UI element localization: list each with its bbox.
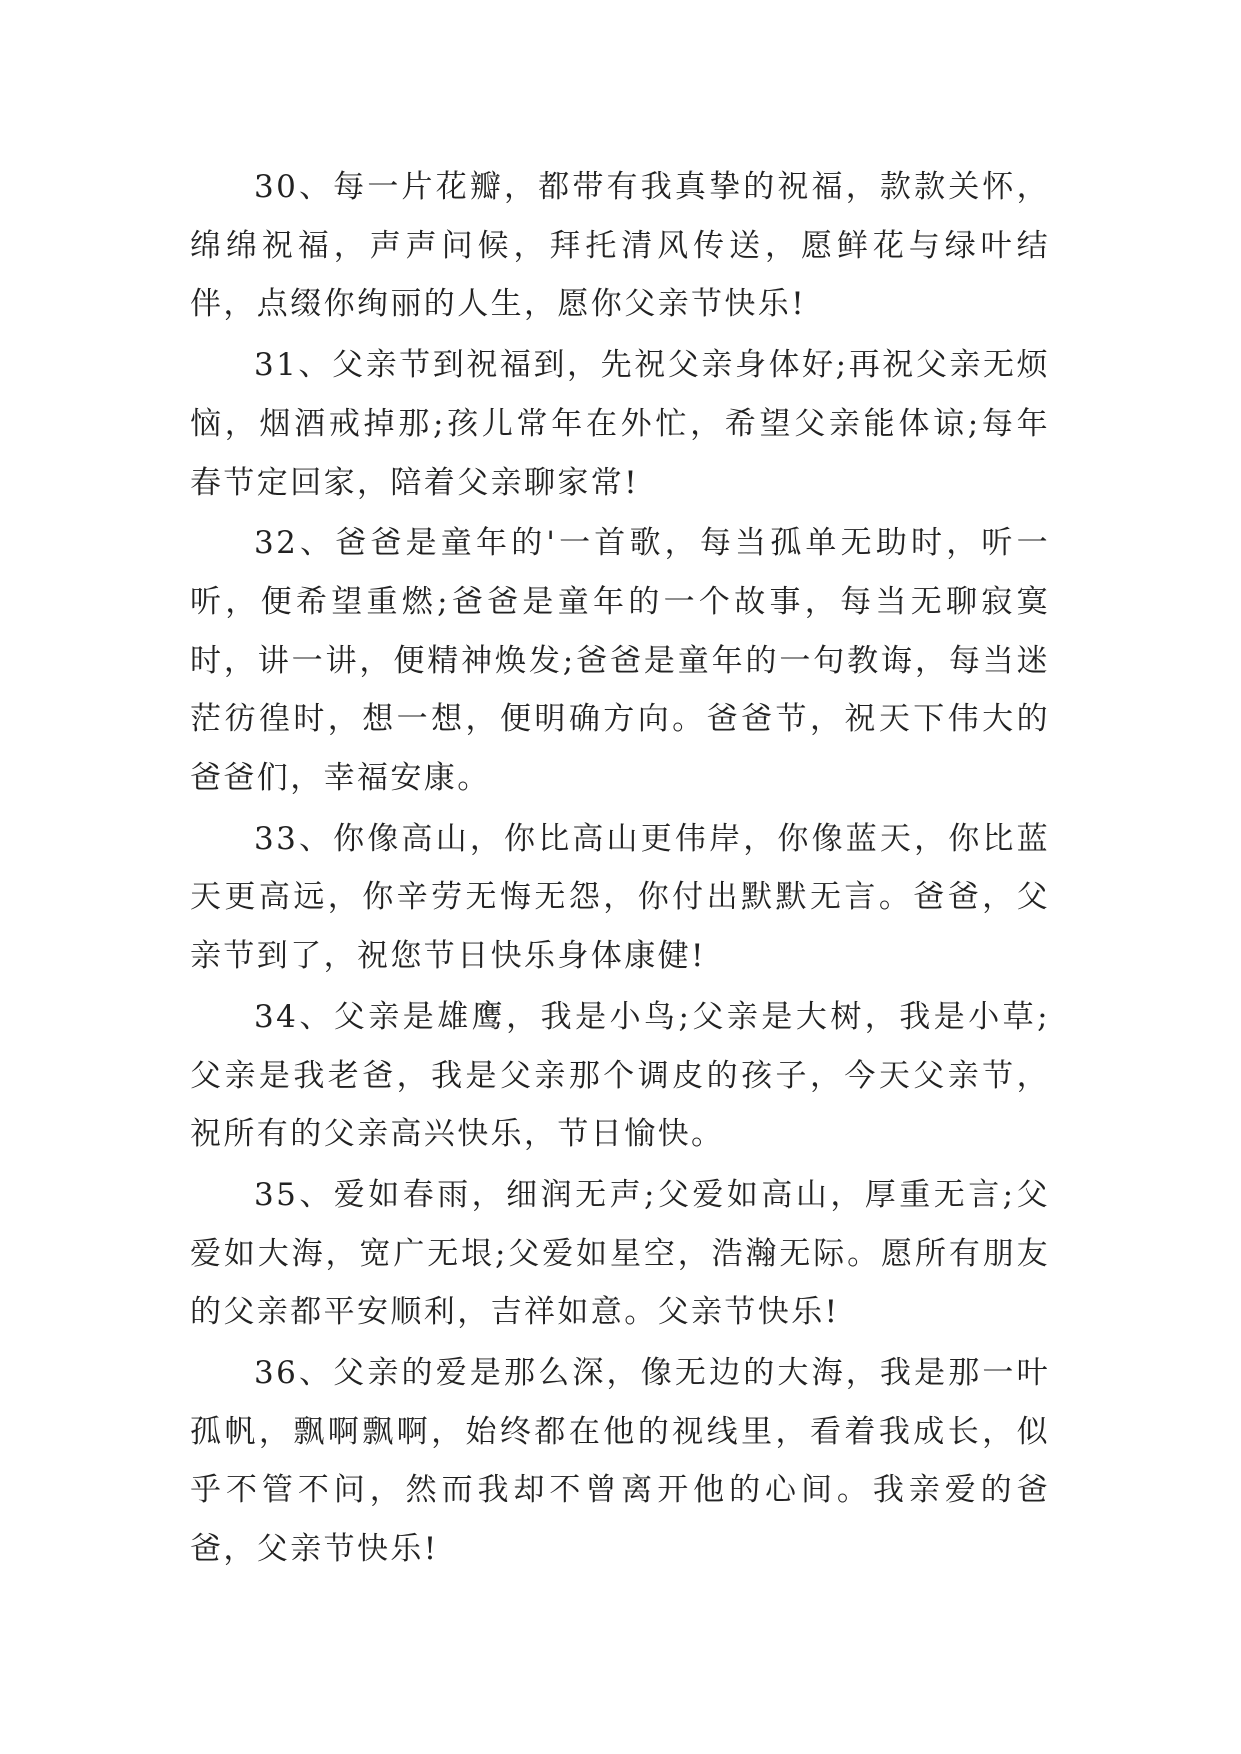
paragraph-34: 34、父亲是雄鹰，我是小鸟;父亲是大树，我是小草;父亲是我老爸，我是父亲那个调皮的孩子，今天父亲节，祝所有的父亲高兴快乐，节日愉快。 xyxy=(190,998,1050,1153)
paragraph-32: 32、爸爸是童年的'一首歌，每当孤单无助时，听一听，便希望重燃;爸爸是童年的一个故事，每当无聊寂寞时，讲一讲，便精神焕发;爸爸是童年的一句教诲，每当迷茫彷徨时，想一想，便明确方向。爸爸节，祝天下伟大的爸爸们，幸福安康。 xyxy=(190,525,1050,797)
paragraph-35: 35、爱如春雨，细润无声;父爱如高山，厚重无言;父爱如大海，宽广无垠;父爱如星空，浩瀚无际。愿所有朋友的父亲都平安顺利，吉祥如意。父亲节快乐! xyxy=(190,1176,1050,1331)
paragraph-30: 30、每一片花瓣，都带有我真挚的祝福，款款关怀，绵绵祝福，声声问候，拜托清风传送，愿鲜花与绿叶结伴，点缀你绚丽的人生，愿你父亲节快乐! xyxy=(190,169,1050,323)
paragraph-36: 36、父亲的爱是那么深，像无边的大海，我是那一叶孤帆，飘啊飘啊，始终都在他的视线里，看着我成长，似乎不管不问，然而我却不曾离开他的心间。我亲爱的爸爸，父亲节快乐! xyxy=(190,1355,1050,1568)
document-body xyxy=(190,158,1050,1581)
paragraph-33: 33、你像高山，你比高山更伟岸，你像蓝天，你比蓝天更高远，你辛劳无悔无怨，你付出默默无言。爸爸，父亲节到了，祝您节日快乐身体康健! xyxy=(190,820,1050,975)
paragraph-31: 31、父亲节到祝福到，先祝父亲身体好;再祝父亲无烦恼，烟酒戒掉那;孩儿常年在外忙，希望父亲能体谅;每年春节定回家，陪着父亲聊家常! xyxy=(190,347,1050,501)
